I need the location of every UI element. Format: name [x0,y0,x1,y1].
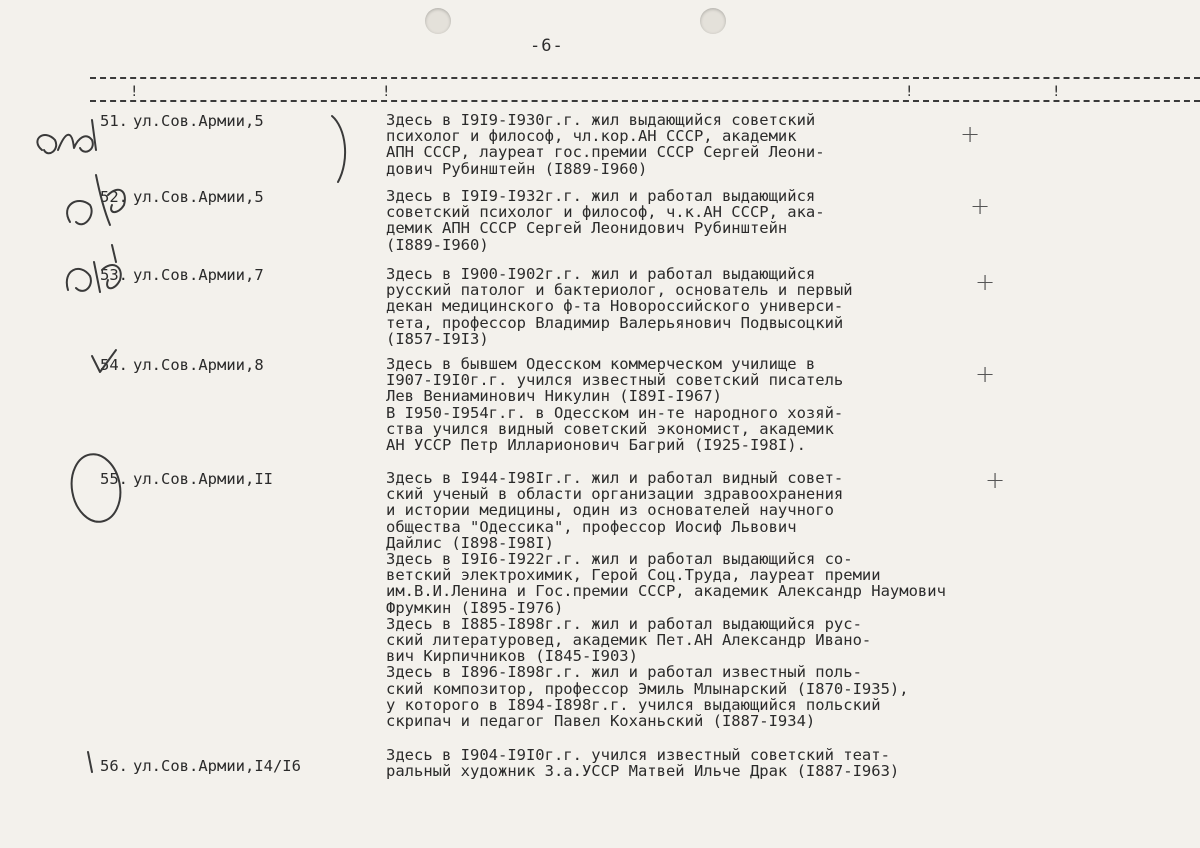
entry-address: ул.Сов.Армии,7 [133,266,264,284]
scribble-53 [67,245,121,292]
tick-54 [92,350,116,372]
entry-text: Здесь в бывшем Одесском коммерческом училище в I907-I9I0г.г. учился известный советский писатель Лев Вениаминович Никулин (I89I-I967) В I950-I954г.г. в Одесском ин-те народного хозяй- ства учился видный советский экономист, академик АН УССР Петр Илларионович Багрий (I925-I98I). [386,355,844,455]
scribble-52 [67,175,125,225]
entry-number: 54. [100,356,128,374]
check-mark: + [975,360,996,388]
tick-56 [88,752,92,772]
entry-address: ул.Сов.Армии,I4/I6 [133,757,301,775]
entry-number: 52. [100,188,128,206]
column-mark: ! [1052,84,1061,100]
scribble-51 [37,120,96,153]
bracket-51 [332,116,345,182]
entry-number: 56. [100,757,128,775]
entry-text: Здесь в I904-I9I0г.г. учился известный советский теат- ральный художник З.а.УССР Матвей Ильче Драк (I887-I963) [386,746,900,781]
entry-address: ул.Сов.Армии,5 [133,112,264,130]
column-mark: ! [382,84,391,100]
column-mark: ! [905,84,914,100]
entry-number: 53. [100,266,128,284]
entry-address: ул.Сов.Армии,II [133,470,273,488]
entry-text: Здесь в I900-I902г.г. жил и работал выдающийся русский патолог и бактериолог, основатель и первый декан медицинского ф-та Новороссийского универси- тета, профессор Владимир Валерьянович Подвысоцкий (I857-I9I3) [386,265,853,348]
entry-number: 51. [100,112,128,130]
column-mark: ! [130,84,139,100]
entry-text: Здесь в I9I9-I932г.г. жил и работал выдающийся советский психолог и философ, ч.к.АН СССР, ака- демик АПН СССР Сергей Леонидович Рубинштейн (I889-I960) [386,187,825,254]
entry-address: ул.Сов.Армии,8 [133,356,264,374]
check-mark: + [970,192,991,220]
check-mark: + [985,466,1006,494]
entry-number: 55. [100,470,128,488]
page-number: -6- [530,36,564,56]
entry-text: Здесь в I9I9-I930г.г. жил выдающийся советский психолог и философ, чл.кор.АН СССР, академик АПН СССР, лауреат гос.премии СССР Сергей Леони- дович Рубинштейн (I889-I960) [386,111,825,178]
circle-55 [66,450,125,525]
check-mark: + [960,120,981,148]
entry-address: ул.Сов.Армии,5 [133,188,264,206]
entry-text: Здесь в I944-I98Iг.г. жил и работал видный совет- ский ученый в области организации здравоохранения и истории медицины, один из основателей научного общества "Одессика", профессор Иосиф Львович Дайлис (I898-I98I) Здесь в I9I6-I922г.г. жил и работал выдающийся со- ветский электрохимик, Герой Соц.Труда, лауреат премии им.В.И.Ленина и Гос.премии СССР, академик Александр Наумович Фрумкин (I895-I976) Здесь в I885-I898г.г. жил и работал выдающийся рус- ский литературовед, академик Пет.АН Александр Ивано- вич Кирпичников (I845-I903) Здесь в I896-I898г.г. жил и работал известный поль- ский композитор, профессор Эмиль Млынарский (I870-I935), у которого в I894-I898г.г. учился выдающийся польский скрипач и педагог Павел Коханьский (I887-I934) [386,469,946,731]
check-mark: + [975,268,996,296]
